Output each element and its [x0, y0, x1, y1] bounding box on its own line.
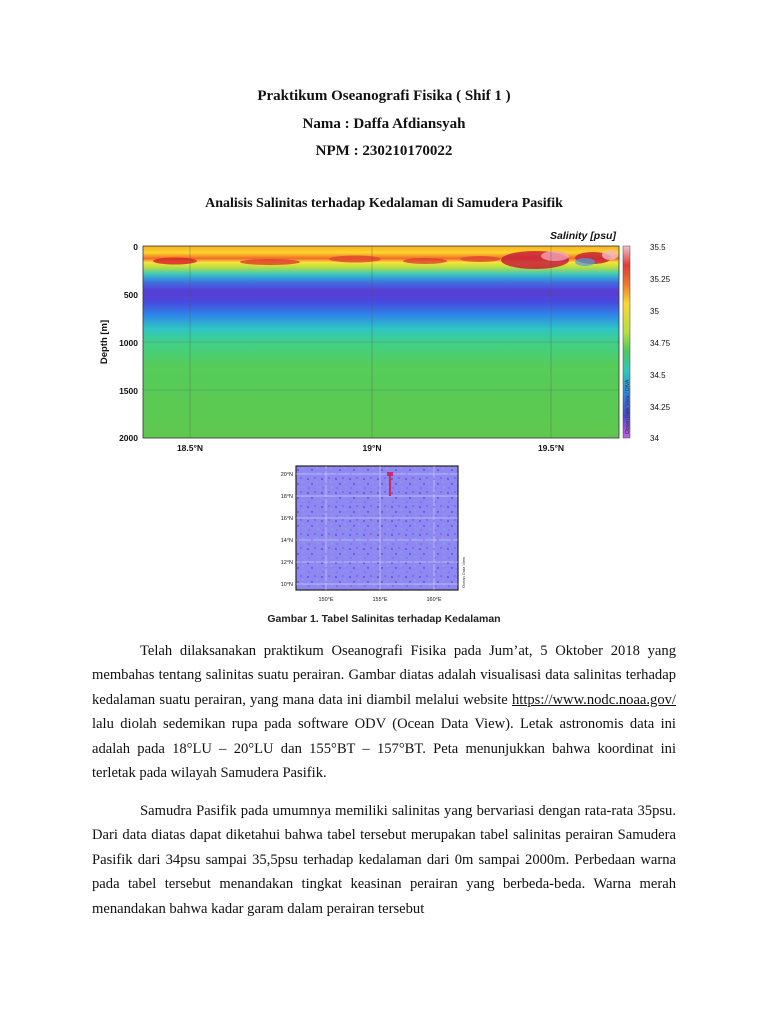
section-title: Analisis Salinitas terhadap Kedalaman di Samudera Pasifik [205, 196, 563, 211]
cbar-tick-34: 34 [650, 434, 659, 443]
figure-caption: Gambar 1. Tabel Salinitas terhadap Kedalaman [267, 613, 501, 625]
cbar-tick-35: 35 [650, 307, 659, 316]
y-tick-2000: 2000 [119, 433, 138, 443]
lon-tick-160: 160°E [426, 597, 442, 603]
x-tick-18-5: 18.5°N [176, 443, 204, 453]
lat-tick-10: 10°N [280, 582, 293, 588]
x-tick-19-5: 19.5°N [537, 443, 565, 453]
x-tick-19: 19°N [362, 443, 382, 453]
y-tick-1000: 1000 [119, 338, 138, 348]
lat-tick-20: 20°N [280, 472, 293, 478]
lat-tick-12: 12°N [280, 560, 293, 566]
salinity-section-chart [95, 222, 675, 460]
y-tick-0: 0 [133, 242, 138, 252]
station-map-chart [278, 462, 474, 608]
paragraph-1 [92, 639, 676, 785]
colorbar-ticks [650, 243, 671, 443]
practicum-title: Praktikum Oseanografi Fisika ( Shif 1 ) [257, 88, 511, 104]
paragraph-1-text-cont: lalu diolah sedemikan rupa pada software ODV (Ocean Data View). Letak astronomis data ini adalah pada 18°LU – 20°LU dan 155°BT – 157°BT. Peta menunjukkan bahwa koordinat ini terletak pada wilayah Samudera Pasifik. [92, 716, 676, 782]
lon-tick-155: 155°E [372, 597, 388, 603]
section-x-ticks [177, 443, 564, 453]
map-odv-watermark: Ocean Data View [461, 556, 466, 588]
student-npm: NPM : 230210170022 [315, 143, 453, 159]
paragraph-2 [92, 799, 676, 921]
lon-tick-150: 150°E [318, 597, 334, 603]
cbar-tick-35-25: 35.25 [650, 275, 671, 284]
cbar-tick-34-5: 34.5 [650, 371, 666, 380]
y-tick-500: 500 [123, 290, 138, 300]
lat-tick-18: 18°N [280, 494, 293, 500]
colorbar-title: Salinity [psu] [550, 230, 616, 242]
cbar-tick-35-5: 35.5 [650, 243, 666, 252]
lat-tick-14: 14°N [280, 538, 293, 544]
y-tick-1500: 1500 [119, 386, 138, 396]
student-name: Nama : Daffa Afdiansyah [302, 116, 466, 132]
map-ocean [296, 466, 458, 590]
odv-watermark: Ocean Data View / DIVA [625, 379, 631, 434]
paragraph-2-text: Samudra Pasifik pada umumnya memiliki salinitas yang bervariasi dengan rata-rata 35psu. Dari data diatas dapat diketahui bahwa tabel tersebut merupakan tabel salinitas perairan Samudera Pasifik dari 34psu sampai 35,5psu terhadap kedalaman dari 0m sampai 2000m. Perbedaan warna pada tabel tersebut menandakan tingkat keasinan perairan yang berbeda-beda. Warna merah menandakan bahwa kadar garam dalam perairan tersebut [92, 803, 676, 917]
cbar-tick-34-25: 34.25 [650, 403, 671, 412]
cbar-tick-34-75: 34.75 [650, 339, 671, 348]
paragraph-1-text: Telah dilaksanakan praktikum Oseanografi Fisika pada Jum’at, 5 Oktober 2018 yang membahas tentang salinitas suatu perairan. Gambar diatas adalah visualisasi data salinitas terhadap kedalaman suatu perairan, yang mana data ini diambil melalui website [92, 643, 676, 708]
section-y-ticks [119, 242, 138, 443]
lat-tick-16: 16°N [280, 516, 293, 522]
y-axis-label: Depth [m] [99, 319, 110, 365]
noaa-website-link[interactable]: https://www.nodc.noaa.gov/ [511, 691, 676, 708]
